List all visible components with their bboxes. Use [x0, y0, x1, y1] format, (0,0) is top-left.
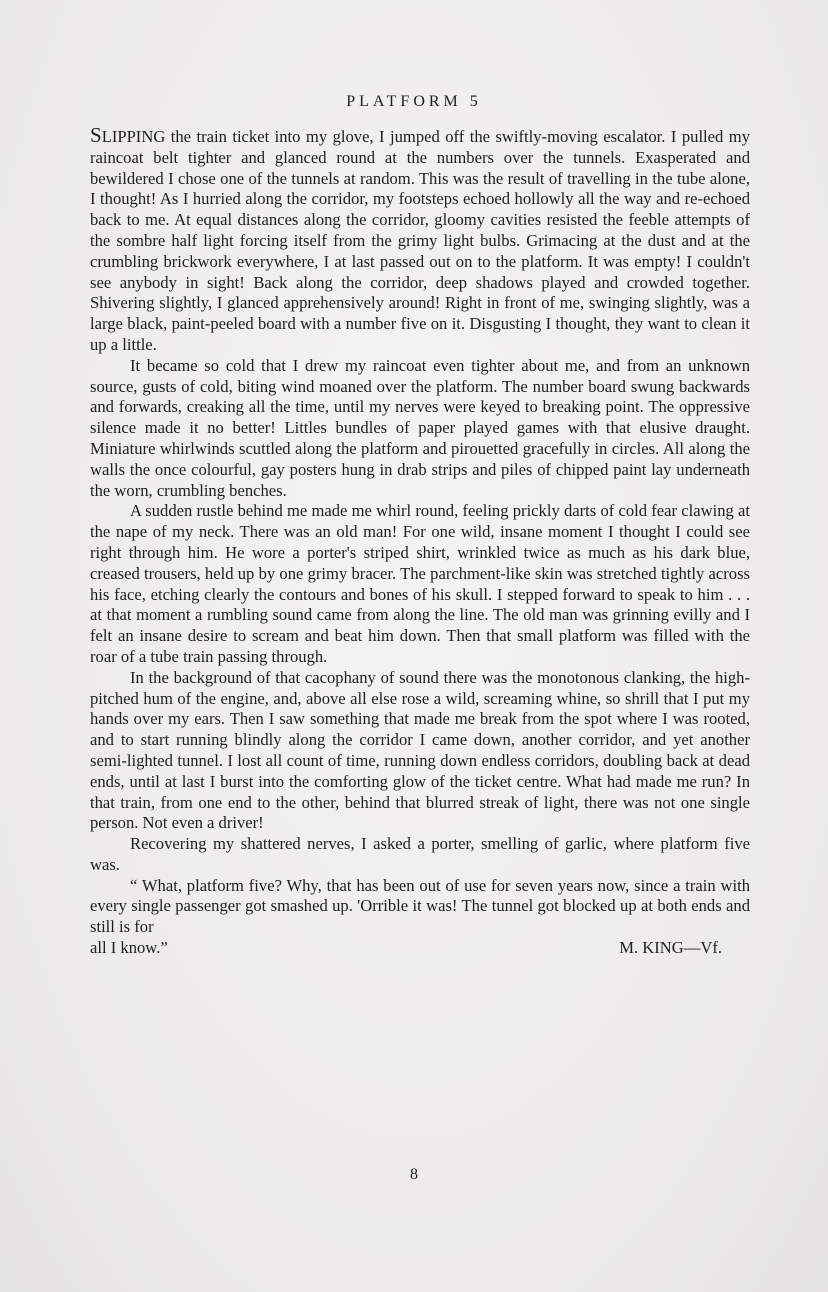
- paragraph-6-text: “ What, platform five? Why, that has been out of use for seven years now, since a train with every single passenger got smashed up. 'Orrible it was! The tunnel got blocked up at both ends and still is for: [90, 875, 750, 937]
- paragraph-2: It became so cold that I drew my raincoat even tighter about me, and from an unknown source, gusts of cold, biting wind moaned over the platform. The number board swung backwards and forwards, creaking all the time, until my nerves were keyed to breaking point. The oppressive silence made it no better! Littles bundles of paper played games with that elusive draught. Miniature whirlwinds scuttled along the platform and pirouetted gracefully in circles. All along the walls the once colourful, gay posters hung in drab strips and piles of chipped paint lay underneath the worn, crumbling benches.: [90, 355, 750, 500]
- page-title: PLATFORM 5: [346, 93, 482, 110]
- paragraph-5: Recovering my shattered nerves, I asked a porter, smelling of garlic, where platform five was.: [90, 834, 750, 874]
- paragraph-3: A sudden rustle behind me made me whirl round, feeling prickly darts of cold fear clawing at the nape of my neck. There was an old man! For one wild, insane moment I thought I could see right through him. He wore a porter's striped shirt, wrinkled twice as much as his dark blue, creased trousers, held up by one grimy bracer. The parchment-like skin was stretched tightly across his face, etching clearly the contours and bones of his skull. I stepped forward to speak to him . . . at that moment a rumbling sound came from along the line. The old man was grinning evilly and I felt an insane desire to scream and beat him down. Then that small platform was filled with the roar of a tube train passing through.: [90, 501, 750, 666]
- drop-cap: S: [90, 123, 102, 147]
- paragraph-1: [90, 125, 750, 356]
- article-body: [90, 125, 750, 959]
- page-number: 8: [410, 1166, 418, 1183]
- paragraph-1-text: LIPPING the train ticket into my glove, I jumped off the swiftly-moving escalator. I pulled my raincoat belt tighter and glanced round at the numbers over the tunnels. Exasperated and bewildered I chose one of the tunnels at random. This was the result of travelling in the tube alone, I thought! As I hurried along the corridor, my footsteps echoed hollowly all the way and re-echoed back to me. At equal distances along the corridor, gloomy cavities resisted the feeble attempts of the sombre half light forcing itself from the grimy light bulbs. Grimacing at the dust and at the crumbling brickwork everywhere, I at last passed out on to the platform. It was empty! I couldn't see anybody in sight! Back along the corridor, deep shadows played and crowded together. Shivering slightly, I glanced apprehensively around! Right in front of me, swinging slightly, was a large black, paint-peeled board with a number five on it. Disgusting I thought, they want to clean it up a little.: [90, 127, 750, 354]
- paragraph-6: [90, 876, 750, 938]
- paragraph-4: In the background of that cacophany of sound there was the monotonous clanking, the high-pitched hum of the engine, and, above all else rose a wild, screaming whine, so shrill that I put my hands over my ears. Then I saw something that made me break from the spot where I was rooted, and to start running blindly along the corridor I came down, another corridor, and yet another semi-lighted tunnel. I lost all count of time, running down endless corridors, doubling back at dead ends, until at last I burst into the comforting glow of the ticket centre. What had made me run? In that train, from one end to the other, behind that blurred streak of light, there was not one single person. Not even a driver!: [90, 667, 750, 833]
- closing-text: all I know.”: [90, 938, 168, 958]
- closing-line: [90, 938, 750, 959]
- author-signature: M. KING—Vf.: [619, 938, 722, 958]
